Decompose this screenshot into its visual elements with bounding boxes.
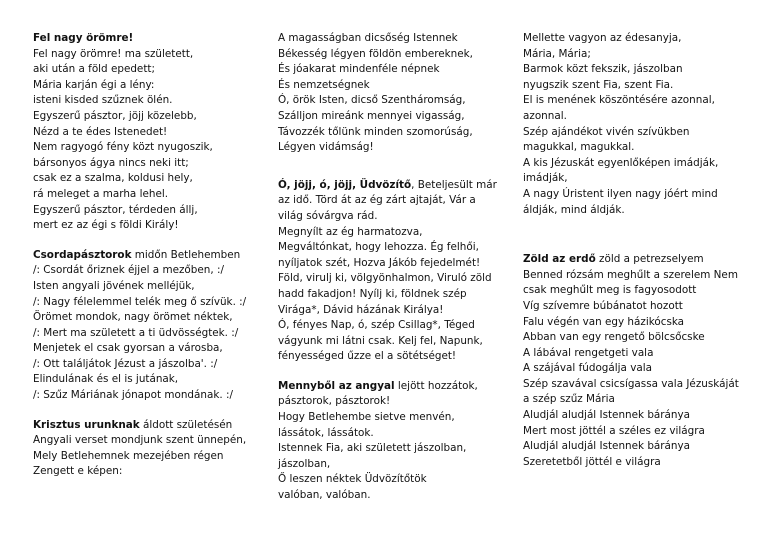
song-heading: Zöld az erdő zöld a petrezselyem — [523, 253, 704, 266]
song-krisztus-urunknak — [33, 418, 265, 480]
verse-line: Virága*, Dávid házának Királya! — [278, 303, 444, 316]
song-title: Zöld az erdő — [523, 253, 596, 266]
verse-line: Barmok közt fekszik, jászolban — [523, 63, 683, 76]
verse-line: /: Csordát őriznek éjjel a mezőben, :/ — [33, 264, 224, 277]
verse-line: Légyen vidámság! — [278, 141, 374, 154]
verse-line: nyugszik szent Fia, szent Fia. — [523, 78, 674, 91]
song-o-jojj — [278, 178, 500, 365]
verse-line: áldják, mind áldják. — [523, 203, 625, 216]
verse-line: rá meleget a marha lehel. — [33, 187, 169, 200]
verse-line: azonnal. — [523, 109, 567, 122]
verse-line: Elindulának és el is jutának, — [33, 373, 179, 386]
song-zold-az-erdo — [523, 252, 753, 470]
verse-line: Ó, örök Isten, dicső Szentháromság, — [278, 94, 466, 107]
verse-line: aki után a föld epedett; — [33, 63, 155, 76]
verse-line: Föld, virulj ki, völgyönhalmon, Viruló zöld — [278, 272, 492, 285]
verse-line: Víg szívemre búbánatot hozott — [523, 299, 683, 312]
verse-line: Ő leszen néktek Üdvözítőtök — [278, 473, 427, 486]
verse-line: Békesség légyen földön embereknek, — [278, 47, 473, 60]
verse-line: A nagy Úristent ilyen nagy jóért mind — [523, 187, 718, 200]
verse-line: A magasságban dicsőség Istennek — [278, 32, 458, 44]
verse-line: Istennek Fia, aki született jászolban, — [278, 442, 467, 455]
verse-line: És jóakarat mindenféle népnek — [278, 63, 440, 76]
song-heading — [33, 31, 265, 47]
verse-line: Aludjál aludjál Istennek báránya — [523, 409, 691, 422]
verse-line: Szálljon mireánk mennyei vigasság, — [278, 109, 465, 122]
verse-line: A kis Jézuskát egyenlőképen imádják, — [523, 156, 719, 169]
verse-line: jászolban, — [278, 457, 331, 470]
verse-line: hadd fakadjon! Nyílj ki, földnek szép — [278, 287, 467, 300]
song-heading: Krisztus urunknak áldott születésén — [33, 418, 233, 431]
verse-line: A szájával fúdogálja vala — [523, 362, 652, 375]
verse-line: Ó, fényes Nap, ó, szép Csillag*, Téged — [278, 319, 475, 332]
verse-line: Mária karján égi a lény: — [33, 78, 155, 91]
verse-line: Nézd a te édes Istenedet! — [33, 125, 168, 138]
verse-line: /: Nagy félelemmel telék meg ő szívük. :/ — [33, 295, 247, 308]
verse-line: Mária, Mária; — [523, 47, 591, 60]
column-2 — [278, 31, 500, 518]
song-title: Krisztus urunknak — [33, 418, 140, 431]
verse-line: az idő. Törd át az ég zárt ajtaját, Vár a — [278, 194, 476, 207]
verse-line: valóban, valóban. — [278, 489, 371, 502]
verse-line: Mellette vagyon az édesanyja, — [523, 32, 682, 44]
song-title: Csordapásztorok — [33, 248, 132, 261]
song-heading: Csordapásztorok midőn Betlehemben — [33, 248, 241, 261]
song-title: Fel nagy örömre! — [33, 32, 134, 44]
verse-line: Egyszerű pásztor, jöjj közelebb, — [33, 109, 197, 122]
column-3 — [523, 31, 753, 484]
verse-line: Egyszerű pásztor, térdeden állj, — [33, 203, 198, 216]
verse-line: a szép szűz Mária — [523, 393, 615, 406]
verse-line: Isten angyali jövének melléjük, — [33, 279, 195, 292]
song-fel-nagy-oromre — [33, 31, 265, 234]
verse-line: vágyunk mi látni csak. Kelj fel, Napunk, — [278, 334, 483, 347]
verse-line: magukkal, magukkal. — [523, 141, 635, 154]
verse-line: Megnyílt az ég harmatozva, — [278, 225, 423, 238]
verse-line: A lábával rengetgeti vala — [523, 346, 654, 359]
verse-line: nyíljatok szét, Hozva Jákób fejedelmét! — [278, 256, 481, 269]
verse-line: Falu végén van egy házikócska — [523, 315, 685, 328]
verse-line: Menjetek el csak gyorsan a városba, — [33, 342, 223, 355]
verse-line: bársonyos ágya nincs neki itt; — [33, 156, 189, 169]
song-mennybol-az-angyal — [278, 379, 500, 504]
verse-line: Benned rózsám meghűlt a szerelem Nem — [523, 268, 738, 281]
verse-line: /: Mert ma született a ti üdvösségtek. :/ — [33, 326, 239, 339]
verse-line: Zengett e képen: — [33, 465, 123, 478]
song-krisztus-urunknak-cont — [278, 31, 500, 156]
verse-line: Szép szavával csicsígassa vala Jézuskáját — [523, 377, 739, 390]
verse-line: Szép ajándékot vivén szívükben — [523, 125, 690, 138]
verse-line: isteni kisded szűznek ölén. — [33, 94, 173, 107]
verse-line: /: Ott találjátok Jézust a jászolba'. :/ — [33, 357, 218, 370]
verse-line: Mert most jöttél a széles ez világra — [523, 424, 705, 437]
verse-line: csak ez a szalma, koldusi hely, — [33, 172, 193, 185]
song-heading: Ó, jöjj, ó, jöjj, Üdvözítő, Beteljesült már — [278, 178, 497, 191]
verse-line: Örömet mondok, nagy örömet néktek, — [33, 311, 233, 324]
verse-line: Aludjál aludjál Istennek báránya — [523, 440, 691, 453]
verse-line: mert ez az égi s földi Király! — [33, 219, 179, 232]
verse-line: /: Szűz Máriának jónapot mondának. :/ — [33, 389, 233, 402]
verse-line: pásztorok, pásztorok! — [278, 395, 391, 408]
song-title: Mennyből az angyal — [278, 379, 395, 392]
verse-line: Mely Betlehemnek mezejében régen — [33, 449, 224, 462]
verse-line: Távozzék tőlünk minden szomorúság, — [278, 125, 473, 138]
verse-line: Megváltónkat, hogy lehozza. Ég felhői, — [278, 241, 479, 254]
verse-line: fényességed űzze el a sötétséget! — [278, 350, 457, 363]
verse-line: Angyali verset mondjunk szent ünnepén, — [33, 434, 247, 447]
verse-line: És nemzetségnek — [278, 78, 370, 91]
verse-line: imádják, — [523, 172, 568, 185]
song-csordapasztorok — [33, 248, 265, 404]
verse-line: El is menének köszöntésére azonnal, — [523, 94, 715, 107]
verse-line: Fel nagy örömre! ma született, — [33, 47, 194, 60]
verse-line: csak meghűlt meg is fagyosodott — [523, 284, 697, 297]
verse-line: Abban van egy rengető bölcsőcske — [523, 331, 705, 344]
verse-line: Szeretetből jöttél e világra — [523, 455, 661, 468]
verse-line: világ sóvárgva rád. — [278, 209, 378, 222]
verse-line: lássátok, lássátok. — [278, 426, 374, 439]
verse-line: Hogy Betlehembe sietve menvén, — [278, 411, 455, 424]
column-1 — [33, 31, 265, 494]
verse-line: Nem ragyogó fény közt nyugoszik, — [33, 141, 213, 154]
song-title: Ó, jöjj, ó, jöjj, Üdvözítő — [278, 178, 412, 191]
song-mennybol-cont — [523, 31, 753, 218]
song-heading: Mennyből az angyal lejött hozzátok, — [278, 379, 478, 392]
